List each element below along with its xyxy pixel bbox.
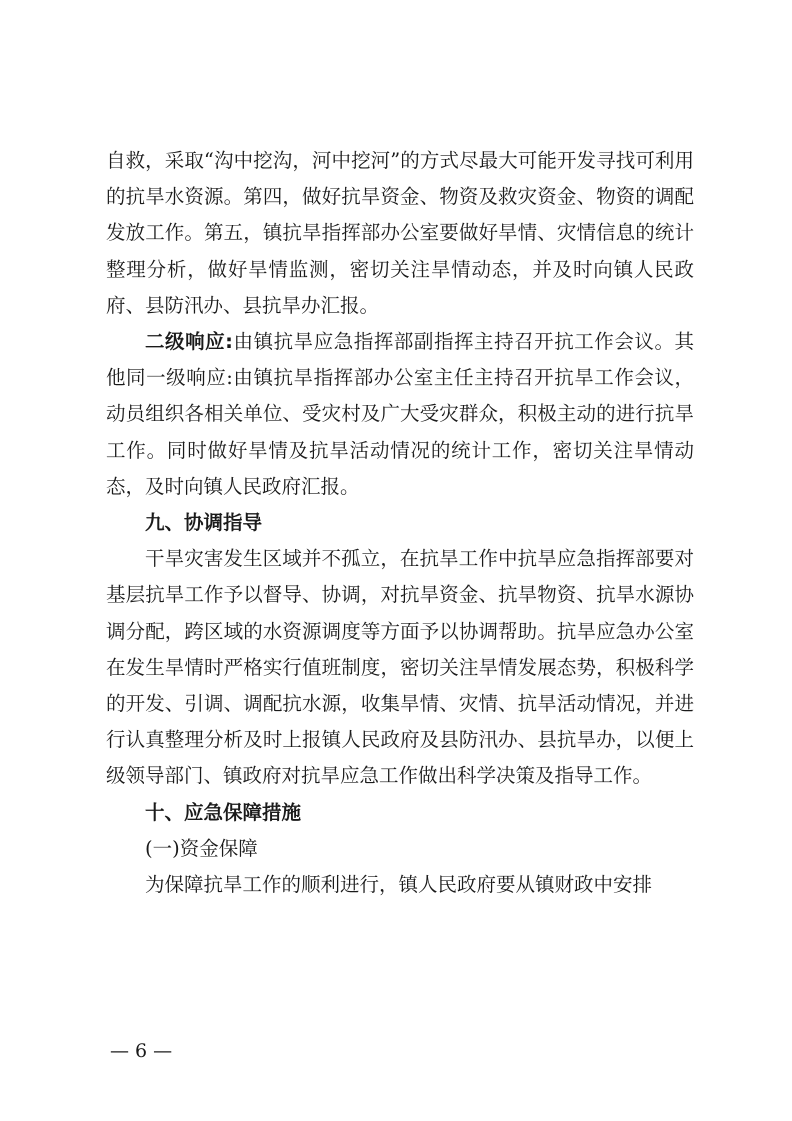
subsection-1-heading: (一)资金保障 <box>145 836 258 860</box>
response-level-2-label: 二级响应: <box>145 330 233 354</box>
subsection-1-paragraph: 为保障抗旱工作的顺利进行，镇人民政府要从镇财政中安排 <box>145 873 653 897</box>
page-number: — 6 — <box>110 1040 173 1062</box>
paragraph-continued: 自救，采取“沟中挖沟，河中挖河”的方式尽最大可能开发寻找可利用的抗旱水资源。第四，做好抗旱资金、物资及救灾资金、物资的调配发放工作。第五，镇抗旱指挥部办公室要做好旱情、灾情信息的统计整理分析，做好旱情监测，密切关注旱情动态，并及时向镇人民政府、县防汛办、县抗旱办汇报。 <box>106 149 694 317</box>
section-10-heading: 十、应急保障措施 <box>145 800 302 824</box>
paragraph-response-level-2 <box>106 324 694 505</box>
section-9-heading: 九、协调指导 <box>145 511 263 535</box>
response-level-2-text: 由镇抗旱应急指挥部副指挥主持召开抗工作会议。其他同一级响应:由镇抗旱指挥部办公室主任主持召开抗旱工作会议，动员组织各相关单位、受灾村及广大受灾群众，积极主动的进行抗旱工作。同时做好旱情及抗旱活动情况的统计工作，密切关注旱情动态，及时向镇人民政府汇报。 <box>106 330 694 498</box>
document-body <box>106 143 694 903</box>
section-9-paragraph: 干旱灾害发生区域并不孤立，在抗旱工作中抗旱应急指挥部要对基层抗旱工作予以督导、协调，对抗旱资金、抗旱物资、抗旱水源协调分配，跨区域的水资源调度等方面予以协调帮助。抗旱应急办公室在发生旱情时严格实行值班制度，密切关注旱情发展态势，积极科学的开发、引调、调配抗水源，收集旱情、灾情、抗旱活动情况，并进行认真整理分析及时上报镇人民政府及县防汛办、县抗旱办，以便上级领导部门、镇政府对抗旱应急工作做出科学决策及指导工作。 <box>106 547 694 788</box>
